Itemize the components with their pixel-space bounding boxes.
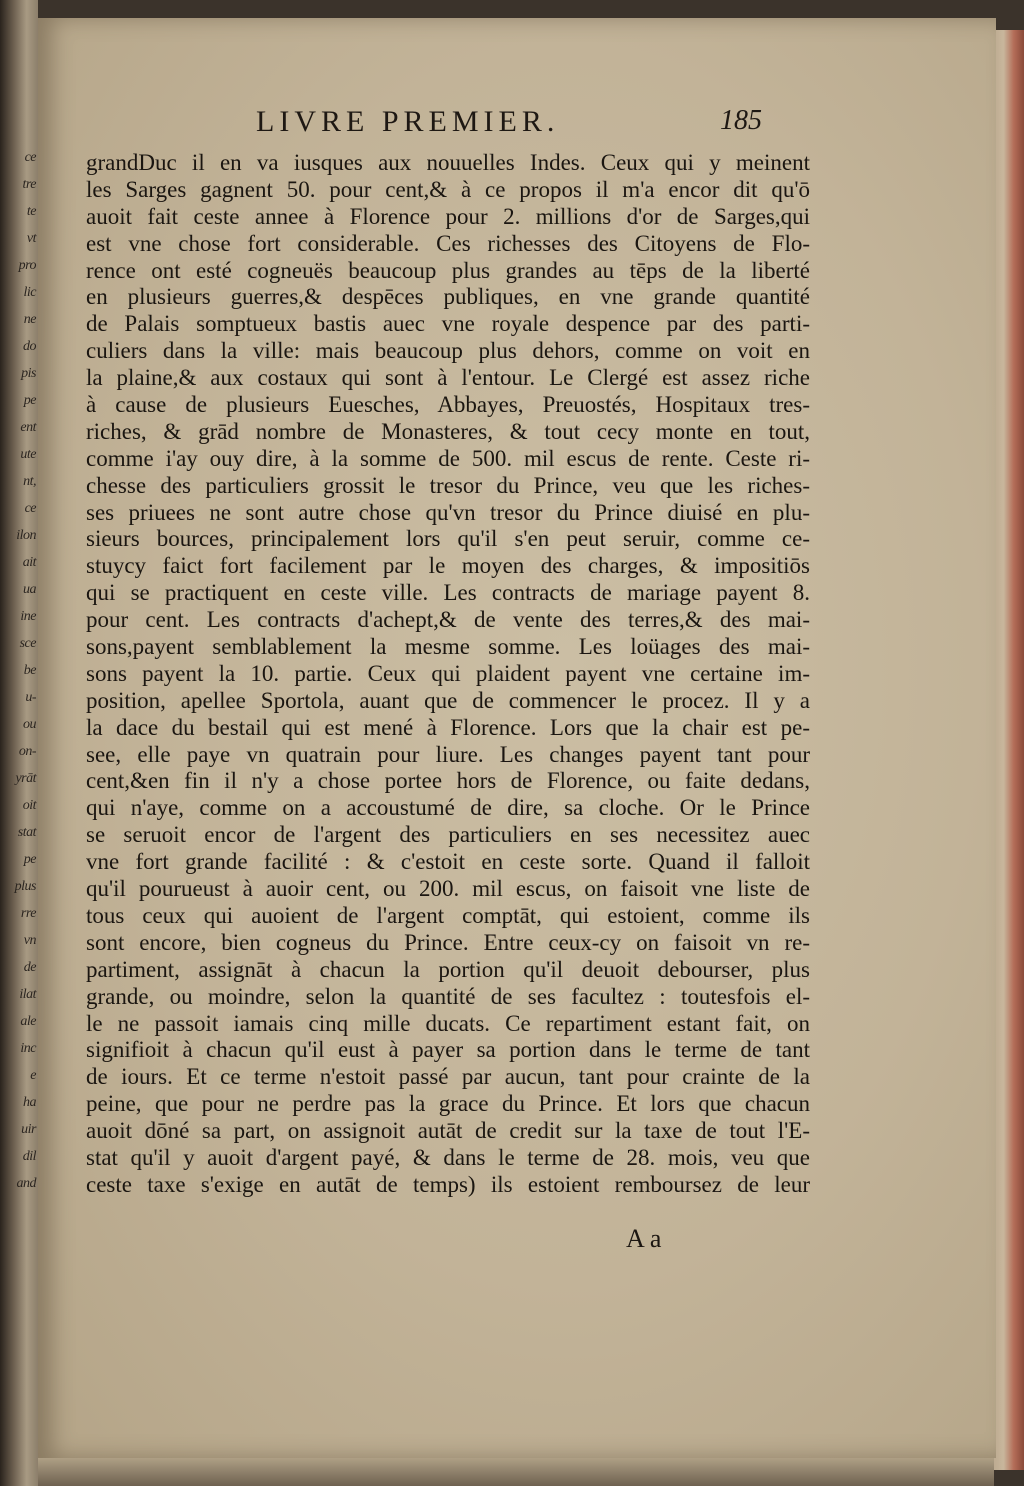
text-line: stuycy faict fort facilement par le moyen des charges, & impositiōs (86, 553, 810, 579)
facing-text-fragment: inc (20, 1041, 36, 1056)
facing-text-fragment: ent (20, 420, 36, 435)
text-line: la plaine,& aux costaux qui sont à l'entour. Le Clergé est assez riche (86, 365, 810, 391)
facing-text-fragment: ait (22, 555, 36, 570)
facing-text-fragment: yrāt (15, 771, 36, 786)
text-line: chesse des particuliers grossit le tresor du Prince, veu que les riches- (86, 472, 810, 498)
facing-text-fragment: pe (23, 852, 36, 867)
facing-text-fragment: vt (26, 231, 36, 246)
facing-text-fragment: and (16, 1176, 36, 1191)
page-number: 185 (720, 105, 762, 136)
text-line: riches, & grād nombre de Monasteres, & tout cecy monte en tout, (86, 418, 810, 444)
facing-text-fragment: ilat (19, 987, 36, 1002)
text-line: rence ont esté cogneuës beaucoup plus grandes au tēps de la liberté (86, 257, 810, 283)
text-line: culiers dans la ville: mais beaucoup plus dehors, comme on voit en (86, 338, 810, 364)
text-line: qu'il pourueust à auoir cent, ou 200. mil escus, on faisoit vne liste de (86, 876, 810, 902)
text-line: grande, ou moindre, selon la quantité de ses facultez : toutesfois el- (86, 983, 810, 1009)
text-line: sons,payent semblablement la mesme somme. Les loüages des mai- (86, 634, 810, 660)
facing-text-fragment: e (30, 1068, 36, 1083)
facing-text-fragment: vn (23, 933, 36, 948)
facing-text-fragment: pis (21, 366, 36, 381)
text-line: ses priuees ne sont autre chose qu'vn tresor du Prince diuisé en plu- (86, 499, 810, 525)
text-line: stat qu'il y auoit d'argent payé, & dans le terme de 28. mois, veu que (86, 1144, 810, 1170)
text-line: vne fort grande facilité : & c'estoit en ceste sorte. Quand il falloit (86, 849, 810, 875)
text-line: est vne chose fort considerable. Ces richesses des Citoyens de Flo- (86, 230, 810, 256)
text-line: position, apellee Sportola, auant que de commencer le procez. Il y a (86, 687, 810, 713)
facing-text-fragment: ua (23, 582, 36, 597)
text-line: partiment, assignāt à chacun la portion qu'il deuoit debourser, plus (86, 956, 810, 982)
facing-page-edge (0, 0, 38, 1486)
facing-text-fragment: plus (14, 879, 36, 894)
text-line: cent,&en fin il n'y a chose portee hors de Florence, ou faite dedans, (86, 768, 810, 794)
facing-text-fragment: pe (23, 393, 36, 408)
text-line: qui n'aye, comme on a accoustumé de dire, sa cloche. Or le Prince (86, 795, 810, 821)
text-line: de iours. Et ce terme n'estoit passé par aucun, tant pour crainte de la (86, 1064, 810, 1090)
text-line: qui se practiquent en ceste ville. Les contracts de mariage payent 8. (86, 580, 810, 606)
facing-text-fragment: ce (24, 150, 36, 165)
text-line: se seruoit encor de l'argent des particuliers en ses necessitez auec (86, 822, 810, 848)
text-line: auoit fait ceste annee à Florence pour 2. millions d'or de Sarges,qui (86, 203, 810, 229)
facing-text-fragment: nt, (23, 474, 36, 489)
facing-text-fragment: tre (22, 177, 36, 192)
text-line: see, elle paye vn quatrain pour liure. Les changes payent tant pour (86, 741, 810, 767)
page-edges-bottom (38, 1456, 994, 1486)
facing-text-fragment: de (23, 960, 36, 975)
facing-text-fragment: do (23, 339, 36, 354)
facing-text-fragment: ute (20, 447, 36, 462)
text-line: sont encore, bien cogneus du Prince. Entre ceux-cy on faisoit vn re- (86, 929, 810, 955)
signature-mark: A a (626, 1224, 662, 1253)
text-line: ceste taxe s'exige en autāt de temps) ils estoient remboursez de leur (86, 1171, 810, 1197)
facing-text-fragment: ou (23, 717, 36, 732)
facing-text-fragment: ilon (16, 528, 36, 543)
facing-text-fragment: u- (25, 690, 36, 705)
running-head: LIVRE PREMIER. (256, 105, 560, 138)
text-line: comme i'ay ouy dire, à la somme de 500. mil escus de rente. Ceste ri- (86, 445, 810, 471)
facing-text-fragment: ine (20, 609, 36, 624)
text-line: de Palais somptueux bastis auec vne royale despence par des parti- (86, 311, 810, 337)
facing-text-fragment: ale (20, 1014, 36, 1029)
facing-text-fragment: rre (20, 906, 36, 921)
facing-text-fragment: ne (23, 312, 36, 327)
facing-text-fragment: te (26, 204, 36, 219)
text-line: la dace du bestail qui est mené à Florence. Lors que la chair est pe- (86, 714, 810, 740)
facing-text-fragment: dil (22, 1149, 36, 1164)
text-line: tous ceux qui auoient de l'argent comptāt, qui estoient, comme ils (86, 902, 810, 928)
book-page (38, 18, 996, 1458)
facing-text-fragment: be (23, 663, 36, 678)
text-line: à cause de plusieurs Euesches, Abbayes, Preuostés, Hospitaux tres- (86, 392, 810, 418)
text-line: le ne passoit iamais cinq mille ducats. Ce repartiment estant fait, on (86, 1010, 810, 1036)
facing-text-fragment: stat (17, 825, 36, 840)
facing-text-fragment: uir (21, 1122, 36, 1137)
text-line: sieurs bources, principalement lors qu'il s'en peut seruir, comme ce- (86, 526, 810, 552)
facing-text-fragment: lic (23, 285, 36, 300)
text-line: grandDuc il en va iusques aux nouuelles Indes. Ceux qui y meinent (86, 150, 810, 175)
facing-text-fragment: oit (22, 798, 36, 813)
text-line: en plusieurs guerres,& despēces publiques, en vne grande quantité (86, 284, 810, 310)
text-line: peine, que pour ne perdre pas la grace du Prince. Et lors que chacun (86, 1091, 810, 1117)
text-line: auoit dōné sa part, on assignoit autāt de credit sur la taxe de tout l'E- (86, 1118, 810, 1144)
facing-text-fragment: on- (18, 744, 36, 759)
text-line: pour cent. Les contracts d'achept,& de vente des terres,& des mai- (86, 607, 810, 633)
facing-text-fragment: sce (19, 636, 36, 651)
text-line: signifioit à chacun qu'il eust à payer sa portion dans le terme de tant (86, 1037, 810, 1063)
facing-text-fragment: pro (18, 258, 36, 273)
body-text (86, 150, 810, 1199)
text-line: sons payent la 10. partie. Ceux qui plaident payent vne certaine im- (86, 660, 810, 686)
text-line: les Sarges gagnent 50. pour cent,& à ce propos il m'a encor dit qu'ō (86, 176, 810, 202)
facing-text-fragment: ha (23, 1095, 36, 1110)
facing-text-fragment: ce (24, 501, 36, 516)
